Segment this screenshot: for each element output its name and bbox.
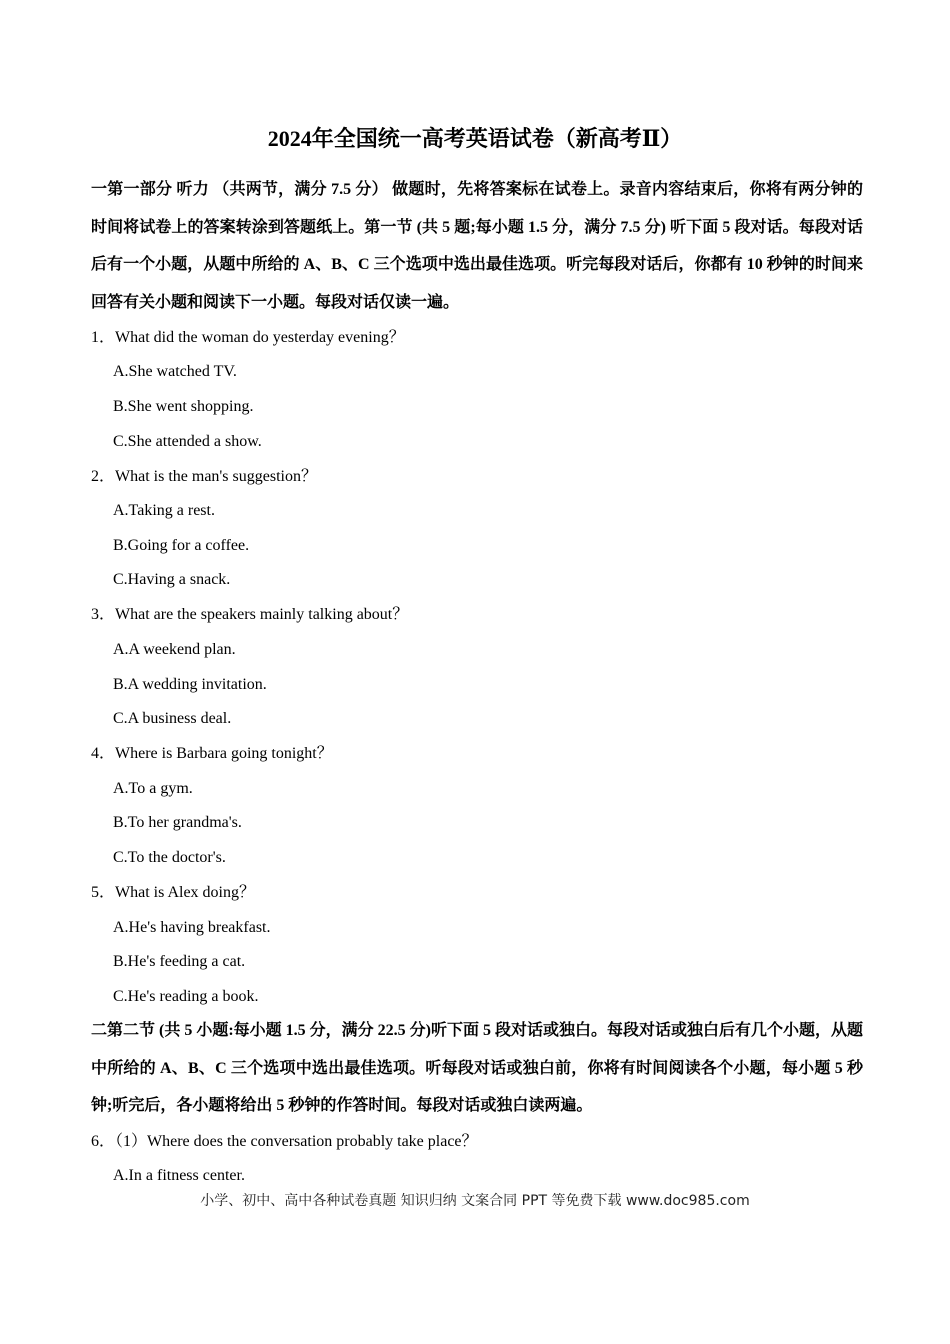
question-stem: 5．What is Alex doing？ — [91, 884, 255, 901]
option-b: B.A wedding invitation. — [113, 676, 267, 693]
option-c: C.She attended a show. — [113, 433, 262, 450]
option-c: C.He's reading a book. — [113, 988, 259, 1005]
option-a: A.In a fitness center. — [113, 1167, 245, 1184]
option-b: B.Going for a coffee. — [113, 537, 250, 554]
question-stem: 3．What are the speakers mainly talking about？ — [91, 606, 409, 623]
option-a: A.Taking a rest. — [113, 502, 215, 519]
option-c: C.To the doctor's. — [113, 849, 226, 866]
question-stem: 2．What is the man's suggestion？ — [91, 468, 317, 485]
option-c: C.Having a snack. — [113, 571, 231, 588]
option-a: A.She watched TV. — [113, 363, 237, 380]
option-c: C.A business deal. — [113, 710, 232, 727]
option-a: A.A weekend plan. — [113, 641, 236, 658]
page-title: 2024年全国统一高考英语试卷（新高考Ⅱ） — [267, 126, 683, 151]
option-b: B.He's feeding a cat. — [113, 953, 246, 970]
question-stem: 4．Where is Barbara going tonight？ — [91, 745, 333, 762]
option-a: A.He's having breakfast. — [113, 919, 271, 936]
section1-instructions: 一第一部分 听力 （共两节，满分 7.5 分） 做题时，先将答案标在试卷上。录音内容结束后，你将有两分钟的时间将试卷上的答案转涂到答题纸上。第一节 (共 5 题;每小题 1.5 分，满分 7.5 分) 听下面 5 段对话。每段对话后有一个小题，从题中所给的 A、B、C 三个选项中选出最佳选项。听完每段对话后，你都有 10 秒钟的时间来回答有关小题和阅读下一小题。每段对话仅读一遍。 — [91, 181, 863, 311]
option-b: B.She went shopping. — [113, 398, 254, 415]
option-a: A.To a gym. — [113, 780, 193, 797]
question-stem: 6．（1）Where does the conversation probably take place？ — [91, 1133, 478, 1150]
page-footer: 小学、初中、高中各种试卷真题 知识归纳 文案合同 PPT 等免费下载 www.doc985.com — [200, 1193, 750, 1209]
section2-instructions: 二第二节 (共 5 小题:每小题 1.5 分，满分 22.5 分)听下面 5 段对话或独白。每段对话或独白后有几个小题，从题中所给的 A、B、C 三个选项中选出最佳选项。听每段对话或独白前，你将有时间阅读各个小题，每小题 5 秒钟;听完后，各小题将给出 5 秒钟的作答时间。每段对话或独白读两遍。 — [91, 1022, 863, 1114]
option-b: B.To her grandma's. — [113, 814, 242, 831]
question-stem: 1．What did the woman do yesterday evening？ — [91, 329, 405, 346]
